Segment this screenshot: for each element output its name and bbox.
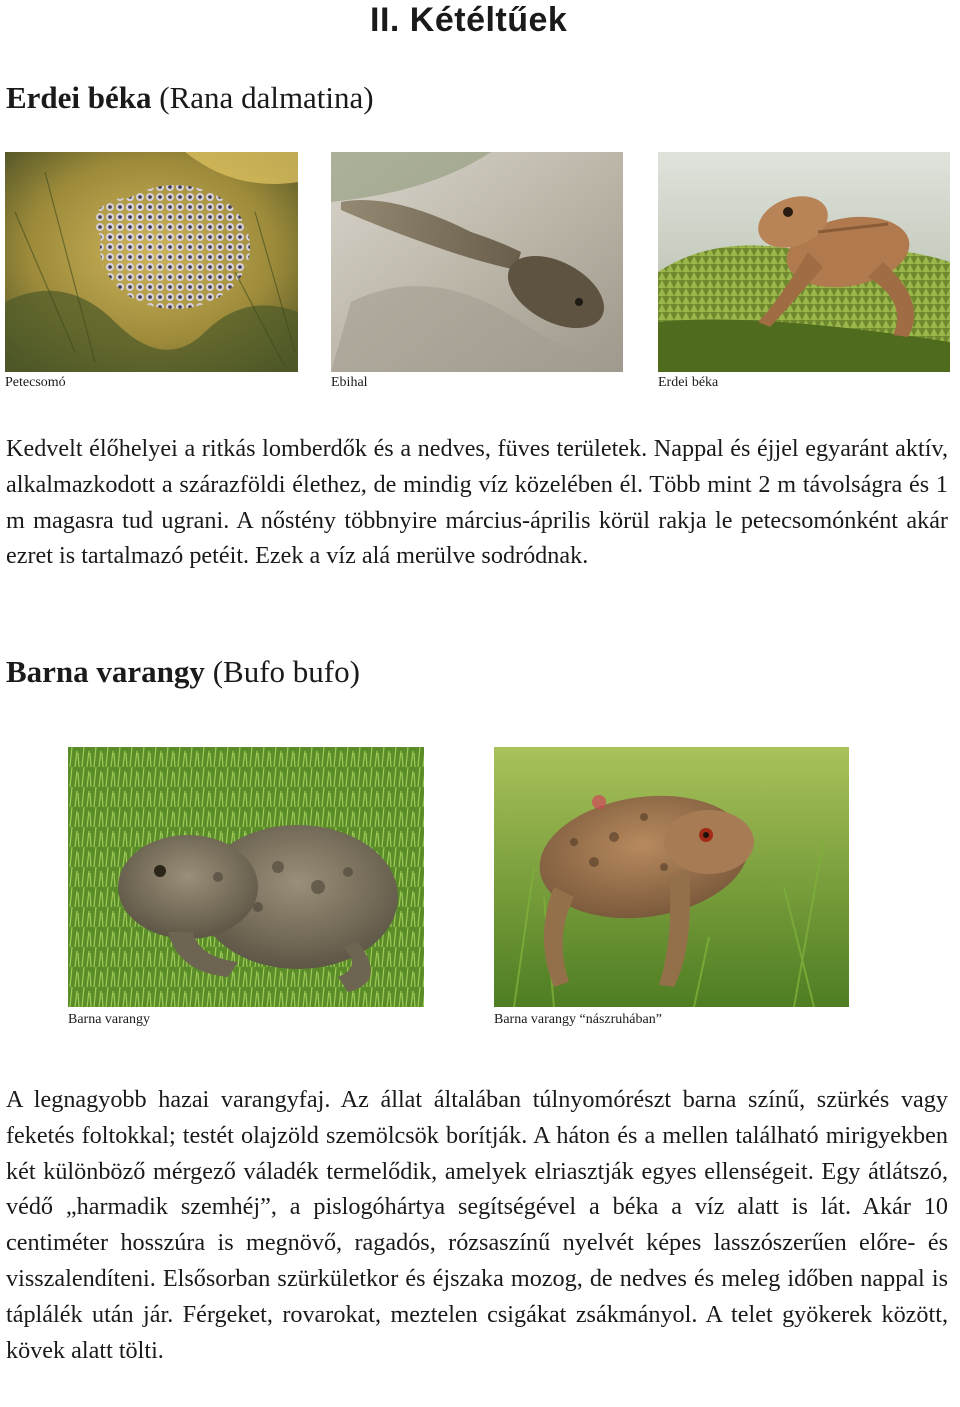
photo-caption: Ebihal bbox=[331, 375, 368, 390]
species-name: Barna varangy bbox=[6, 654, 205, 689]
frog-photo bbox=[658, 152, 950, 372]
paragraph-barna-varangy: A legnagyobb hazai varangyfaj. Az állat általában túlnyomórészt barna színű, szürkés vagy feketés foltokkal; testét olajzöld szemölcsök borítják. A háton és a mellen található mirigyekben két különböző mérgező váladék termelődik, amelyek elriasztják egyes ellenségeit. Egy átlátszó, védő „harmadik szemhéj”, a pislogóhártya segítségével a béka a víz alatt is lát. Akár 10 centiméter hosszúra is megnövő, ragadós, rózsaszínű nyelvét képes lasszószerűen előre- és visszalendíteni. Elsősorban szürkületkor és éjszaka mozog, de nedves és meleg időben nappal is táplálék után jár. Férgeket, rovarokat, meztelen csigákat zsákmányol. A telet gyökerek között, kövek alatt tölti. bbox=[6, 1086, 948, 1364]
photo-caption: Barna varangy “nászruhában” bbox=[494, 1012, 662, 1027]
photo-caption: Barna varangy bbox=[68, 1012, 151, 1027]
species-name: Erdei béka bbox=[6, 80, 152, 115]
photo-caption: Petecsomó bbox=[5, 375, 66, 390]
toad-mating-photo bbox=[494, 747, 849, 1007]
frog-spawn-photo bbox=[5, 152, 298, 372]
photo-caption: Erdei béka bbox=[658, 375, 719, 390]
chapter-title: II. Kétéltűek bbox=[370, 1, 568, 39]
section-heading-barna-varangy bbox=[6, 654, 360, 690]
section-heading-erdei-beka bbox=[6, 80, 374, 116]
toad-photo bbox=[68, 747, 424, 1007]
species-latin-name: (Bufo bufo) bbox=[212, 654, 360, 689]
tadpole-photo bbox=[331, 152, 623, 372]
paragraph-erdei-beka: Kedvelt élőhelyei a ritkás lomberdők és a nedves, füves területek. Nappal és éjjel egyaránt aktív, alkalmazkodott a szárazföldi élethez, de mindig víz közelében él. Több mint 2 m távolságra és 1 m magasra tud ugrani. A nőstény többnyire március-április körül rakja le petecsomónként akár ezret is tartalmazó petéit. Ezek a víz alá merülve sodródnak. bbox=[6, 435, 948, 570]
species-latin-name: (Rana dalmatina) bbox=[159, 80, 374, 115]
